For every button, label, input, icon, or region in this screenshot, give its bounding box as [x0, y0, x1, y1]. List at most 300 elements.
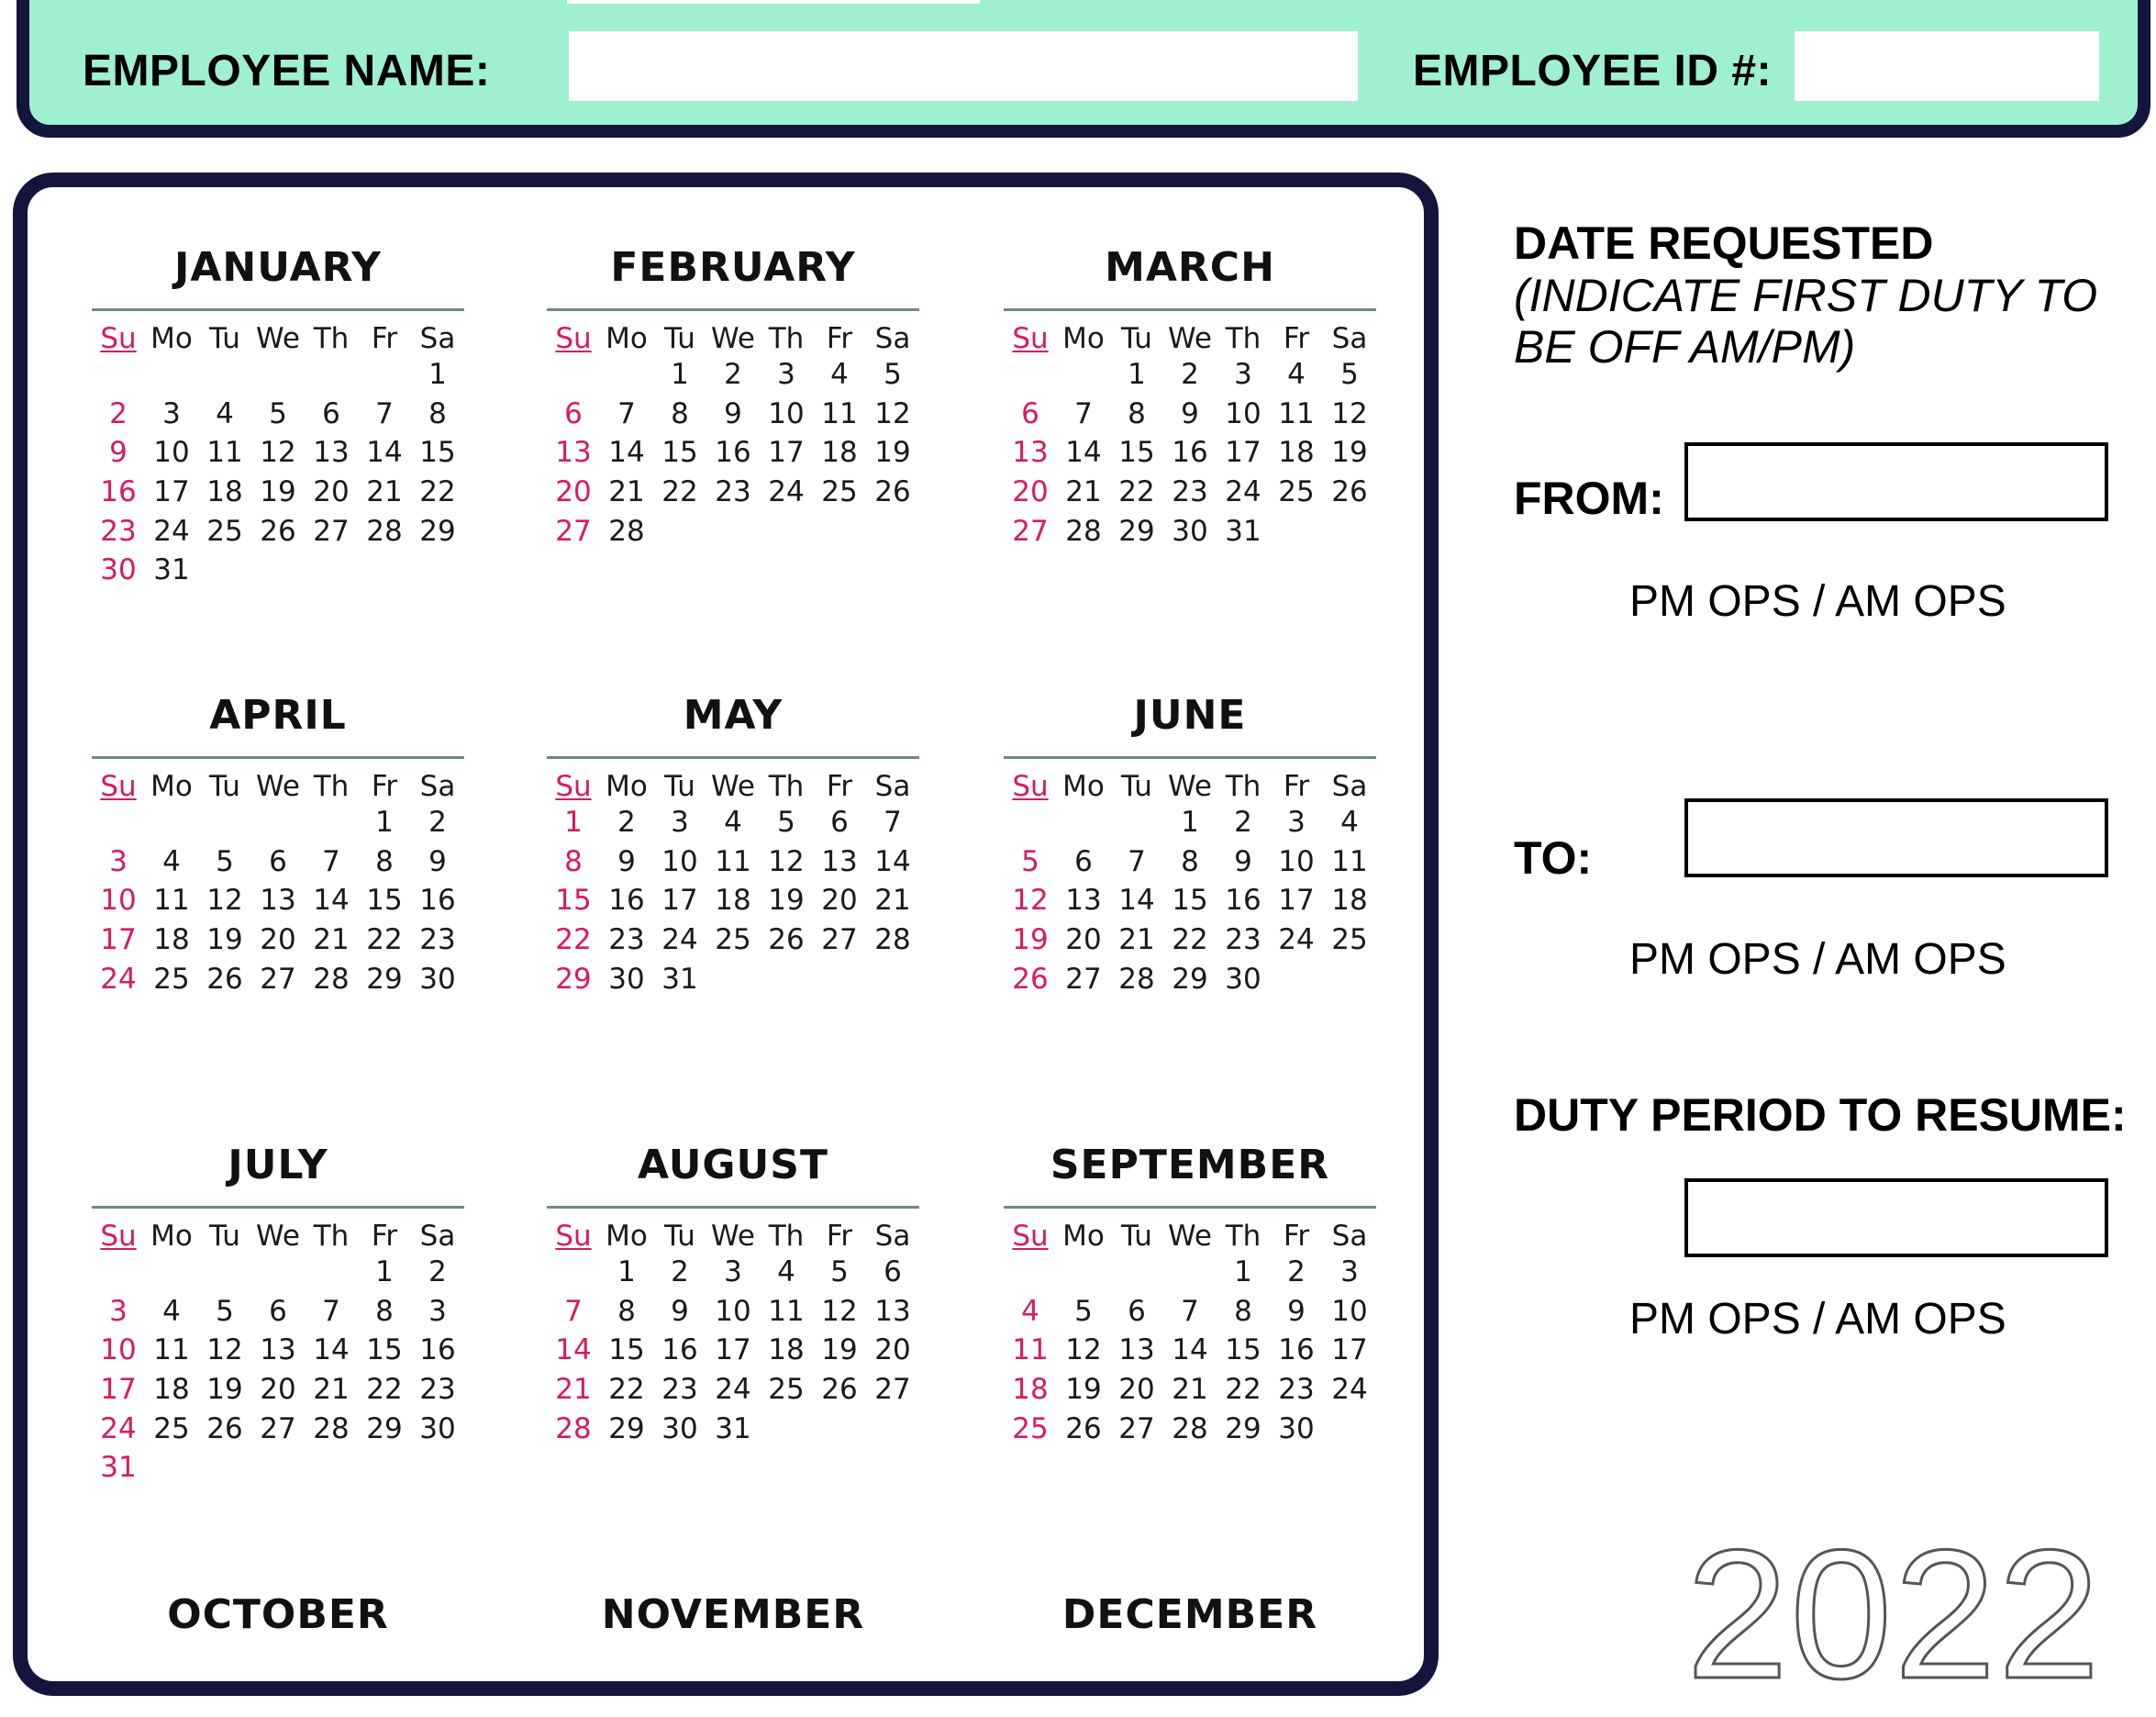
day-cell: 9	[1181, 396, 1199, 430]
weekday-header: Fr	[371, 1220, 398, 1253]
day-cell: 26	[1331, 475, 1368, 509]
from-date-field[interactable]	[1684, 442, 2108, 521]
day-cell: 27	[260, 962, 296, 996]
day-cell: 1	[375, 806, 394, 840]
weekday-header-row	[547, 759, 919, 803]
day-cell: 5	[1021, 844, 1039, 878]
day-cell: 18	[715, 884, 751, 918]
day-cell: 18	[768, 1333, 805, 1367]
day-cell: 26	[874, 475, 911, 509]
day-cell: 31	[153, 553, 190, 587]
day-cell: 26	[1065, 1411, 1102, 1445]
month-name: JULY	[228, 1142, 328, 1188]
day-cell: 24	[661, 923, 698, 957]
week-row	[547, 473, 919, 512]
day-cell: 27	[1118, 1411, 1155, 1445]
day-cell: 6	[1074, 844, 1093, 878]
day-cell: 18	[821, 436, 858, 470]
day-cell: 3	[724, 1255, 742, 1289]
month-grid	[547, 1206, 919, 1448]
day-cell: 13	[1118, 1333, 1155, 1367]
day-cell: 13	[260, 1333, 296, 1367]
day-cell: 28	[1172, 1411, 1208, 1445]
day-cell: 18	[1012, 1373, 1049, 1407]
weekday-header: Tu	[1121, 1220, 1152, 1253]
week-row	[92, 551, 464, 590]
week-row	[92, 473, 464, 512]
day-cell: 3	[162, 396, 181, 430]
day-cell: 7	[1128, 844, 1146, 878]
month-name: JANUARY	[173, 244, 382, 291]
day-cell: 5	[216, 1294, 234, 1328]
weekday-header: Fr	[826, 322, 853, 355]
day-cell: 20	[1012, 475, 1049, 509]
day-cell: 25	[768, 1373, 805, 1407]
month-grid	[547, 756, 919, 998]
day-cell: 23	[661, 1373, 698, 1407]
week-row	[92, 803, 464, 842]
week-row	[1004, 1409, 1376, 1448]
duty-resume-field[interactable]	[1684, 1178, 2108, 1257]
day-cell: 2	[1287, 1255, 1306, 1289]
day-cell: 30	[100, 553, 137, 587]
weekday-header: Tu	[1121, 770, 1152, 803]
day-cell: 1	[671, 358, 689, 392]
day-cell: 10	[1225, 396, 1261, 430]
weekday-header: Fr	[1283, 1220, 1310, 1253]
day-cell: 6	[884, 1255, 902, 1289]
day-cell: 12	[1065, 1333, 1102, 1367]
day-cell: 15	[419, 436, 456, 470]
day-cell: 11	[1278, 396, 1315, 430]
day-cell: 20	[874, 1333, 911, 1367]
weekday-header: Mo	[1062, 322, 1105, 355]
week-row	[92, 1370, 464, 1410]
weekday-header: Tu	[664, 322, 695, 355]
day-cell: 3	[428, 1294, 447, 1328]
day-cell: 30	[419, 962, 456, 996]
weekday-header-row	[547, 311, 919, 355]
day-cell: 21	[313, 1373, 350, 1407]
month-grid	[92, 308, 464, 590]
day-cell: 24	[768, 475, 805, 509]
day-cell: 15	[366, 884, 403, 918]
day-cell: 29	[366, 1411, 403, 1445]
week-row	[547, 1292, 919, 1332]
day-cell: 15	[1118, 436, 1155, 470]
month-name: DECEMBER	[1061, 1591, 1318, 1638]
day-cell: 27	[1065, 962, 1102, 996]
weekday-header: Fr	[371, 770, 398, 803]
day-cell: 6	[1128, 1294, 1146, 1328]
day-cell: 29	[1225, 1411, 1261, 1445]
day-cell: 13	[1012, 436, 1049, 470]
week-row	[92, 1292, 464, 1332]
day-cell: 12	[768, 844, 805, 878]
month-grid	[1004, 308, 1376, 551]
week-row	[92, 433, 464, 473]
day-cell: 22	[661, 475, 698, 509]
day-cell: 8	[617, 1294, 636, 1328]
day-cell: 8	[428, 396, 447, 430]
day-cell: 5	[1340, 358, 1359, 392]
day-cell: 22	[366, 1373, 403, 1407]
week-row	[92, 511, 464, 551]
day-cell: 11	[715, 844, 751, 878]
weekday-header: We	[711, 770, 755, 803]
day-cell: 1	[428, 358, 447, 392]
weekday-header: We	[711, 322, 755, 355]
weekday-header: We	[256, 770, 300, 803]
month-grid	[1004, 756, 1376, 998]
week-row	[547, 355, 919, 395]
weekday-header: Fr	[1283, 322, 1310, 355]
week-row	[92, 1448, 464, 1488]
day-cell: 1	[617, 1255, 636, 1289]
week-row	[92, 959, 464, 998]
day-cell: 7	[564, 1294, 583, 1328]
day-cell: 3	[777, 358, 795, 392]
day-cell: 16	[1278, 1333, 1315, 1367]
weekday-header: Su	[555, 770, 592, 803]
weekday-header: Mo	[1062, 770, 1105, 803]
day-cell: 5	[216, 844, 234, 878]
day-cell: 14	[555, 1333, 592, 1367]
day-cell: 28	[366, 514, 403, 548]
week-row	[92, 395, 464, 434]
week-row	[547, 842, 919, 882]
day-cell: 17	[1278, 884, 1315, 918]
week-row	[547, 881, 919, 920]
weekday-header-row	[92, 311, 464, 355]
day-cell: 22	[366, 923, 403, 957]
day-cell: 8	[564, 844, 583, 878]
day-cell: 21	[555, 1373, 592, 1407]
week-row	[1004, 1292, 1376, 1332]
day-cell: 9	[617, 844, 636, 878]
day-cell: 23	[608, 923, 645, 957]
weekday-header: Mo	[606, 322, 648, 355]
day-cell: 19	[260, 475, 296, 509]
month-name: NOVEMBER	[601, 1591, 865, 1638]
day-cell: 19	[768, 884, 805, 918]
weekday-header: Tu	[209, 770, 240, 803]
day-cell: 6	[1021, 396, 1039, 430]
day-cell: 25	[715, 923, 751, 957]
day-cell: 31	[661, 962, 698, 996]
day-cell: 12	[206, 884, 243, 918]
day-cell: 24	[1331, 1373, 1368, 1407]
day-cell: 25	[821, 475, 858, 509]
day-cell: 29	[608, 1411, 645, 1445]
weekday-header: Mo	[150, 322, 193, 355]
duty-resume-ops-options: PM OPS / AM OPS	[1629, 1295, 2006, 1343]
day-cell: 17	[153, 475, 190, 509]
day-cell: 14	[1065, 436, 1102, 470]
day-cell: 26	[206, 962, 243, 996]
weekday-header: Mo	[606, 770, 648, 803]
weekday-header: We	[711, 1220, 755, 1253]
day-cell: 23	[1278, 1373, 1315, 1407]
day-cell: 4	[216, 396, 234, 430]
day-cell: 3	[1287, 806, 1306, 840]
day-cell: 22	[1172, 923, 1208, 957]
week-row	[547, 1370, 919, 1410]
weekday-header: Sa	[874, 770, 911, 803]
weekday-header: Mo	[150, 1220, 193, 1253]
day-cell: 10	[100, 1333, 137, 1367]
day-cell: 2	[1181, 358, 1199, 392]
day-cell: 15	[661, 436, 698, 470]
day-cell: 22	[419, 475, 456, 509]
day-cell: 16	[608, 884, 645, 918]
weekday-header-row	[1004, 1209, 1376, 1253]
day-cell: 25	[1331, 923, 1368, 957]
week-row	[92, 920, 464, 960]
day-cell: 9	[109, 436, 128, 470]
weekday-header: Su	[1012, 1220, 1049, 1253]
day-cell: 21	[1172, 1373, 1208, 1407]
day-cell: 25	[153, 1411, 190, 1445]
month-name: MARCH	[1105, 244, 1275, 291]
week-row	[547, 511, 919, 551]
day-cell: 15	[555, 884, 592, 918]
from-label: FROM:	[1514, 473, 1664, 524]
day-cell: 9	[1287, 1294, 1306, 1328]
weekday-header: Tu	[209, 1220, 240, 1253]
weekday-header: Th	[313, 1220, 350, 1253]
day-cell: 12	[260, 436, 296, 470]
weekday-header: Fr	[1283, 770, 1310, 803]
day-cell: 12	[874, 396, 911, 430]
day-cell: 15	[1172, 884, 1208, 918]
weekday-header: Sa	[1331, 1220, 1368, 1253]
day-cell: 26	[206, 1411, 243, 1445]
day-cell: 20	[313, 475, 350, 509]
weekday-header: Su	[1012, 770, 1049, 803]
weekday-header: Th	[1225, 322, 1261, 355]
day-cell: 11	[153, 1333, 190, 1367]
week-row	[1004, 355, 1376, 395]
day-cell: 9	[428, 844, 447, 878]
day-cell: 14	[608, 436, 645, 470]
day-cell: 10	[100, 884, 137, 918]
weekday-header: Mo	[150, 770, 193, 803]
day-cell: 5	[777, 806, 795, 840]
weekday-header: Tu	[664, 770, 695, 803]
day-cell: 2	[428, 806, 447, 840]
day-cell: 6	[322, 396, 340, 430]
month-name: MAY	[683, 692, 783, 739]
weekday-header: We	[256, 322, 300, 355]
day-cell: 24	[100, 962, 137, 996]
weekday-header-row	[1004, 759, 1376, 803]
day-cell: 22	[608, 1373, 645, 1407]
day-cell: 17	[100, 1373, 137, 1407]
day-cell: 23	[419, 923, 456, 957]
day-cell: 31	[1225, 514, 1261, 548]
day-cell: 13	[1065, 884, 1102, 918]
day-cell: 2	[724, 358, 742, 392]
from-ops-options: PM OPS / AM OPS	[1629, 577, 2006, 626]
day-cell: 8	[375, 844, 394, 878]
day-cell: 30	[1225, 962, 1261, 996]
employee-name-field[interactable]	[569, 31, 1358, 101]
week-row	[547, 433, 919, 473]
duty-resume-label: DUTY PERIOD TO RESUME:	[1514, 1089, 2127, 1141]
day-cell: 19	[1012, 923, 1049, 957]
weekday-header: Th	[768, 1220, 805, 1253]
weekday-header: Su	[555, 322, 592, 355]
day-cell: 18	[206, 475, 243, 509]
month-grid	[92, 756, 464, 998]
day-cell: 21	[1118, 923, 1155, 957]
day-cell: 26	[768, 923, 805, 957]
day-cell: 30	[608, 962, 645, 996]
day-cell: 6	[269, 844, 287, 878]
day-cell: 20	[555, 475, 592, 509]
week-row	[92, 355, 464, 395]
day-cell: 20	[821, 884, 858, 918]
day-cell: 24	[153, 514, 190, 548]
day-cell: 14	[1118, 884, 1155, 918]
top-field-edge	[567, 0, 980, 4]
day-cell: 20	[260, 923, 296, 957]
day-cell: 3	[1234, 358, 1252, 392]
weekday-header: Th	[768, 770, 805, 803]
day-cell: 7	[375, 396, 394, 430]
day-cell: 11	[206, 436, 243, 470]
day-cell: 16	[419, 884, 456, 918]
day-cell: 19	[821, 1333, 858, 1367]
day-cell: 10	[1278, 844, 1315, 878]
day-cell: 4	[1340, 806, 1359, 840]
weekday-header: Su	[1012, 322, 1049, 355]
week-row	[1004, 959, 1376, 998]
day-cell: 12	[206, 1333, 243, 1367]
weekday-header: Th	[768, 322, 805, 355]
day-cell: 17	[1225, 436, 1261, 470]
day-cell: 28	[555, 1411, 592, 1445]
date-requested-instructions: (INDICATE FIRST DUTY TO BE OFF AM/PM)	[1514, 270, 2098, 373]
weekday-header: Mo	[606, 1220, 648, 1253]
day-cell: 10	[715, 1294, 751, 1328]
day-cell: 31	[100, 1451, 137, 1485]
day-cell: 22	[555, 923, 592, 957]
month-grid	[547, 308, 919, 551]
day-cell: 8	[375, 1294, 394, 1328]
day-cell: 8	[671, 396, 689, 430]
week-row	[92, 842, 464, 882]
weekday-header-row	[547, 1209, 919, 1253]
weekday-header: Mo	[1062, 1220, 1105, 1253]
day-cell: 20	[1118, 1373, 1155, 1407]
day-cell: 18	[1331, 884, 1368, 918]
day-cell: 3	[1340, 1255, 1359, 1289]
weekday-header-row	[92, 759, 464, 803]
month-name: FEBRUARY	[610, 244, 856, 291]
day-cell: 20	[1065, 923, 1102, 957]
employee-id-field[interactable]	[1795, 31, 2099, 101]
month-name: SEPTEMBER	[1050, 1142, 1330, 1188]
day-cell: 17	[100, 923, 137, 957]
day-cell: 16	[661, 1333, 698, 1367]
day-cell: 14	[313, 884, 350, 918]
weekday-header: Sa	[419, 770, 456, 803]
day-cell: 26	[821, 1373, 858, 1407]
day-cell: 19	[206, 923, 243, 957]
day-cell: 4	[830, 358, 849, 392]
day-cell: 26	[260, 514, 296, 548]
day-cell: 21	[313, 923, 350, 957]
to-date-field[interactable]	[1684, 798, 2108, 877]
day-cell: 30	[419, 1411, 456, 1445]
date-requested-title: DATE REQUESTED	[1514, 217, 1934, 269]
day-cell: 15	[608, 1333, 645, 1367]
day-cell: 5	[1074, 1294, 1093, 1328]
day-cell: 4	[1287, 358, 1306, 392]
day-cell: 14	[366, 436, 403, 470]
week-row	[1004, 803, 1376, 842]
day-cell: 27	[874, 1373, 911, 1407]
day-cell: 27	[1012, 514, 1049, 548]
day-cell: 5	[830, 1255, 849, 1289]
day-cell: 18	[153, 923, 190, 957]
day-cell: 2	[1234, 806, 1252, 840]
weekday-header: Su	[100, 1220, 137, 1253]
day-cell: 18	[153, 1373, 190, 1407]
day-cell: 25	[1012, 1411, 1049, 1445]
day-cell: 22	[1225, 1373, 1261, 1407]
weekday-header: Sa	[874, 322, 911, 355]
weekday-header: We	[1168, 322, 1212, 355]
day-cell: 1	[1181, 806, 1199, 840]
week-row	[547, 920, 919, 960]
month-grid	[1004, 1206, 1376, 1448]
weekday-header: Sa	[419, 1220, 456, 1253]
day-cell: 25	[206, 514, 243, 548]
day-cell: 4	[724, 806, 742, 840]
week-row	[547, 1331, 919, 1370]
day-cell: 25	[153, 962, 190, 996]
day-cell: 28	[1065, 514, 1102, 548]
week-row	[1004, 1253, 1376, 1292]
week-row	[547, 395, 919, 434]
day-cell: 28	[874, 923, 911, 957]
week-row	[1004, 1331, 1376, 1370]
day-cell: 18	[1278, 436, 1315, 470]
weekday-header: Su	[100, 322, 137, 355]
day-cell: 3	[109, 844, 128, 878]
day-cell: 23	[715, 475, 751, 509]
weekday-header: We	[1168, 1220, 1212, 1253]
day-cell: 10	[661, 844, 698, 878]
day-cell: 19	[206, 1373, 243, 1407]
day-cell: 8	[1234, 1294, 1252, 1328]
month-grid	[92, 1206, 464, 1488]
day-cell: 2	[109, 396, 128, 430]
day-cell: 17	[1331, 1333, 1368, 1367]
employee-name-label: EMPLOYEE NAME:	[83, 47, 491, 95]
day-cell: 7	[322, 844, 340, 878]
weekday-header: Tu	[209, 322, 240, 355]
day-cell: 12	[1012, 884, 1049, 918]
day-cell: 21	[874, 884, 911, 918]
weekday-header: We	[1168, 770, 1212, 803]
day-cell: 23	[419, 1373, 456, 1407]
day-cell: 11	[768, 1294, 805, 1328]
week-row	[92, 1409, 464, 1448]
